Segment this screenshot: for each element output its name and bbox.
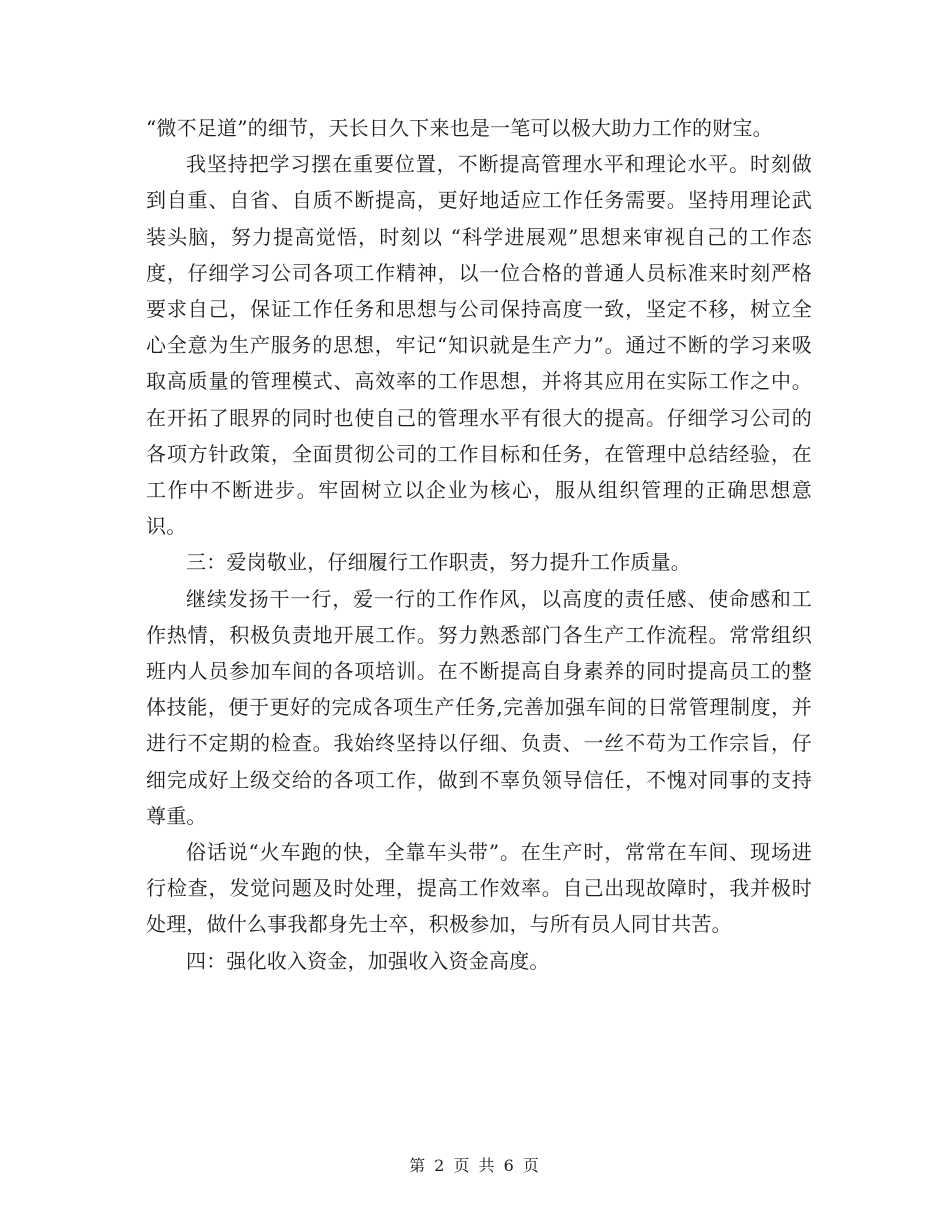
page-number-footer: 第 2 页 共 6 页: [409, 1156, 541, 1175]
paragraph-leadership: 俗话说“火车跑的快，全靠车头带”。在生产时，常常在车间、现场进行检查，发觉问题及时处理，提高工作效率。自己出现故障时，我并极时处理，做什么事我都身先士卒，积极参加，与所有员人同甘共苦。: [146, 840, 812, 937]
paragraph-study: 我坚持把学习摆在重要位置，不断提高管理水平和理论水平。时刻做到自重、自省、自质不断提高，更好地适应工作任务需要。坚持用理论武装头脑，努力提高觉悟，时刻以 “科学进展观”思想来审视自己的工作态度，仔细学习公司各项工作精神，以一位合格的普通人员标准来时刻严格要求自己，保证工作任务和思想与公司保持高度一致，坚定不移，树立全心全意为生产服务的思想，牢记“知识就是生产力”。通过不断的学习来吸取高质量的管理模式、高效率的工作思想，并将其应用在实际工作之中。在开拓了眼界的同时也使自己的管理水平有很大的提高。仔细学习公司的各项方针政策，全面贯彻公司的工作目标和任务，在管理中总结经验，在工作中不断进步。牢固树立以企业为核心，服从组织管理的正确思想意识。: [146, 152, 812, 539]
section-heading-three: 三：爱岗敬业，仔细履行工作职责，努力提升工作质量。: [186, 550, 691, 575]
section-heading-four: 四：强化收入资金，加强收入资金高度。: [186, 948, 550, 973]
document-body: [146, 110, 812, 979]
paragraph-dedication: 继续发扬干一行，爱一行的工作作风，以高度的责任感、使命感和工作热情，积极负责地开展工作。努力熟悉部门各生产工作流程。常常组织班内人员参加车间的各项培训。在不断提高自身素养的同时提高员工的整体技能，便于更好的完成各项生产任务,完善加强车间的日常管理制度，并进行不定期的检查。我始终坚持以仔细、负责、一丝不苟为工作宗旨，仔细完成好上级交给的各项工作，做到不辜负领导信任，不愧对同事的支持尊重。: [146, 586, 812, 828]
paragraph-intro-continuation: “微不足道”的细节，天长日久下来也是一笔可以极大助力工作的财宝。: [146, 116, 773, 140]
